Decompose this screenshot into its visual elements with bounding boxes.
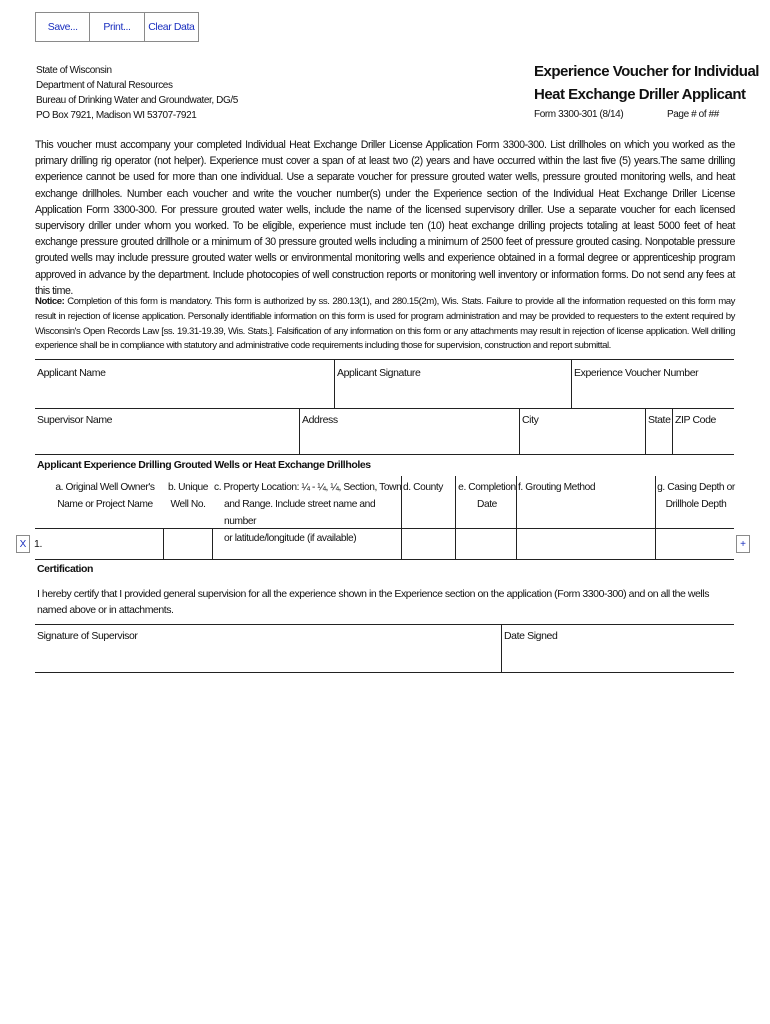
divider (163, 528, 164, 559)
column-header-line: g. Casing Depth or (657, 482, 735, 493)
column-header-line: Name or Project Name (57, 499, 153, 510)
column-header-casing-depth (656, 479, 736, 513)
column-header-line: c. Property Location: ¼ - ¼, ¼, Section, Town (214, 482, 402, 493)
column-header-line: and Range. Include street name and number (224, 499, 376, 527)
form-title-line2: Heat Exchange Driller Applicant (534, 86, 746, 103)
agency-state: State of Wisconsin (36, 65, 112, 76)
page-number: Page # of ## (667, 109, 719, 120)
notice-paragraph (35, 295, 735, 354)
property-location-field[interactable] (214, 530, 400, 558)
column-header-line: f. Grouting Method (518, 482, 596, 493)
divider (519, 409, 520, 454)
column-header-owner (48, 479, 162, 513)
applicant-name-label: Applicant Name (37, 367, 106, 379)
column-header-line: b. Unique (167, 482, 208, 493)
form-title (534, 60, 759, 106)
print-button[interactable]: Print... (90, 13, 144, 41)
certification-heading: Certification (37, 563, 94, 575)
notice-text: Completion of this form is mandatory. This form is authorized by ss. 280.13(1), and 280.15(2m), Wis. Stats. Failure to provide all the information requested on this form may result in rejection of license application. Personally identifiable information on this form is used for program administration and may be provided to requesters to the extent required by Wisconsin's Open Records Law [ss. 19.31-19.39, Wis. Stats.]. Falsification of any information on this form or any attachments may result in rejection of license application. Well drilling experience shall be in compliance with statutory and administrative code requirements including those for supervision, construction and report submittal. (35, 296, 735, 352)
applicant-name-field[interactable] (36, 380, 332, 406)
row-number: 1. (34, 538, 42, 550)
address-label: Address (302, 414, 338, 426)
applicant-signature-label: Applicant Signature (337, 367, 421, 379)
divider (645, 409, 646, 454)
city-label: City (522, 414, 539, 426)
supervisor-signature-field[interactable] (36, 645, 499, 670)
supervisor-signature-label: Signature of Supervisor (37, 630, 138, 642)
zip-field[interactable] (674, 428, 733, 452)
divider (35, 408, 734, 409)
divider (35, 528, 734, 529)
agency-department: Department of Natural Resources (36, 80, 173, 91)
casing-depth-field[interactable] (657, 530, 733, 558)
add-row-button[interactable]: + (736, 535, 750, 553)
divider (455, 528, 456, 559)
city-field[interactable] (521, 428, 643, 452)
supervisor-name-field[interactable] (36, 428, 297, 452)
divider (401, 476, 402, 528)
agency-address (36, 63, 238, 123)
state-label: State (648, 414, 671, 426)
save-button[interactable]: Save... (36, 13, 90, 41)
divider (655, 528, 656, 559)
column-header-grouting-method (518, 479, 656, 496)
applicant-signature-field[interactable] (336, 380, 569, 406)
divider (516, 476, 517, 528)
divider (35, 672, 734, 673)
county-field[interactable] (403, 530, 454, 558)
divider (672, 409, 673, 454)
column-header-line: d. County (403, 482, 444, 493)
divider (501, 625, 502, 672)
supervisor-name-label: Supervisor Name (37, 414, 113, 426)
divider (35, 624, 734, 625)
column-header-well-no (164, 479, 212, 513)
agency-po-box: PO Box 7921, Madison WI 53707-7921 (36, 110, 197, 121)
date-signed-field[interactable] (503, 645, 733, 670)
owner-name-field[interactable] (46, 530, 162, 558)
form-title-line1: Experience Voucher for Individual (534, 63, 759, 80)
divider (35, 559, 734, 560)
clear-data-button[interactable]: Clear Data (148, 21, 195, 33)
date-signed-label: Date Signed (504, 630, 558, 642)
divider (212, 528, 213, 559)
address-field[interactable] (301, 428, 517, 452)
divider (571, 360, 572, 408)
form-number: Form 3300-301 (8/14) (534, 109, 624, 120)
notice-label: Notice: (35, 296, 65, 307)
state-field[interactable] (647, 428, 670, 452)
column-header-line: a. Original Well Owner's (55, 482, 155, 493)
grouting-method-field[interactable] (518, 530, 654, 558)
certification-statement: I hereby certify that I provided general supervision for all the experience shown in the Experience section on the application (Form 3300-300) and on all the wells named above or in attachments. (37, 588, 709, 616)
divider (299, 409, 300, 454)
divider (516, 528, 517, 559)
column-header-line: Well No. (170, 499, 206, 510)
divider (655, 476, 656, 528)
agency-bureau: Bureau of Drinking Water and Groundwater, DG/5 (36, 95, 238, 106)
divider (35, 454, 734, 455)
voucher-number-label: Experience Voucher Number (574, 367, 699, 379)
completion-date-field[interactable] (457, 530, 515, 558)
divider (455, 476, 456, 528)
experience-section-heading: Applicant Experience Drilling Grouted Wells or Heat Exchange Drillholes (37, 459, 371, 471)
divider (401, 528, 402, 559)
remove-row-button[interactable]: X (16, 535, 30, 553)
column-header-county (403, 479, 455, 496)
well-number-field[interactable] (165, 530, 211, 558)
form-toolbar (35, 12, 199, 42)
column-header-line: Drillhole Depth (665, 499, 727, 510)
divider (334, 360, 335, 408)
column-header-line: or latitude/longitude (if available) (224, 533, 357, 544)
zip-label: ZIP Code (675, 414, 716, 426)
column-header-line: e. Completion (458, 482, 516, 493)
instructions-paragraph: This voucher must accompany your completed Individual Heat Exchange Driller License Application Form 3300-300. List drillholes on which you worked as the primary drilling rig operator (not helper). Experience must cover a span of at least two (2) years and have occurred within the last five (5) years.The same drilling experience cannot be used for more than one individual. Use a separate voucher for pressure grouted water wells, pressure grouted monitoring wells, and heat exchange drillholes. Number each voucher and write the voucher number(s) under the Experience section of the Individual Heat Exchange Driller License Application Form 3300-300. For pressure grouted water wells, include the name of the licensed supervisory driller. Use a separate voucher for each licensed supervisory driller under whom you worked. To be eligible, experience must include ten (10) heat exchange drilling projects totaling at least 5000 feet of heat exchange pressure grouted drillhole or a minimum of 30 pressure grouted wells including a minimum of 2500 feet of pressure grouted casing. Nonpotable pressure grouted wells may include pressure grouted water wells or environmental monitoring wells and experience obtained in a formal degree or apprenticeship program approved in advance by the department. Include photocopies of well construction reports or monitoring well inventory or information forms. Do not send any fees at this time. (35, 139, 735, 297)
column-header-line: Date (477, 499, 497, 510)
column-header-completion-date (457, 479, 517, 513)
voucher-number-field[interactable] (573, 380, 733, 406)
divider (35, 359, 734, 360)
